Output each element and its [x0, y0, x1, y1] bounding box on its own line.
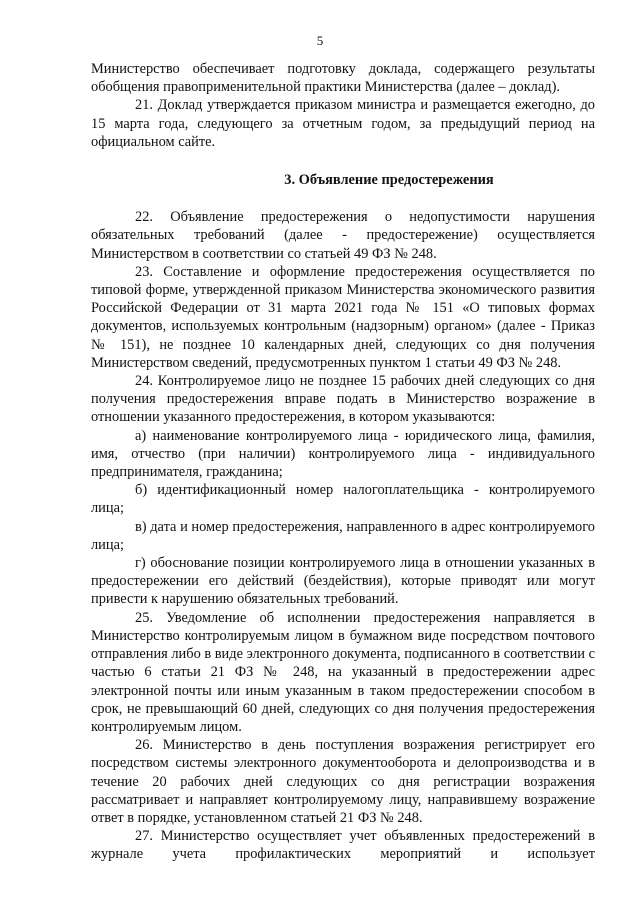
- paragraph-20-continuation: Министерство обеспечивает подготовку доклада, содержащего результаты обобщения правоприменительной практики Министерства (далее – доклад).: [91, 61, 595, 96]
- paragraph-24: 24. Контролируемое лицо не позднее 15 рабочих дней следующих со дня получения предостережения вправе подать в Министерство возражение в отношении указанного предостережения, в котором указываются:: [91, 373, 595, 426]
- paragraph-21: 21. Доклад утверждается приказом министра и размещается ежегодно, до 15 марта года, следующего за отчетным годом, за предыдущий период на официальном сайте.: [91, 97, 595, 150]
- paragraph-24-item-v: в) дата и номер предостережения, направленного в адрес контролируемого лица;: [91, 518, 595, 553]
- paragraph-23: 23. Составление и оформление предостережения осуществляется по типовой форме, утвержденной приказом Министерства экономического развития Российской Федерации от 31 марта 2021 года № 151 «О типовых формах документов, используемых контрольным (надзорным) органом» (далее - Приказ № 151), не позднее 10 календарных дней, следующих со дня получения Министерством сведений, предусмотренных пунктом 1 статьи 49 ФЗ № 248.: [91, 263, 595, 371]
- paragraph-27: 27. Министерство осуществляет учет объявленных предостережений в журнале учета профилактических мероприятий и использует: [91, 828, 595, 863]
- document-body: [91, 60, 595, 864]
- page-number: 5: [316, 33, 324, 48]
- paragraph-25: 25. Уведомление об исполнении предостережения направляется в Министерство контролируемым лицом в бумажном виде посредством почтового отправления либо в виде электронного документа, подписанного в соответствии с частью 6 статьи 21 ФЗ № 248, на указанный в предостережении адрес электронной почты или иным указанным в таком предостережении способом в срок, не превышающий 60 дней, следующих со дня получения предостережения контролируемым лицом.: [91, 609, 595, 735]
- section-heading: 3. Объявление предостережения: [284, 172, 494, 189]
- paragraph-22: 22. Объявление предостережения о недопустимости нарушения обязательных требований (далее - предостережение) осуществляется Министерством в соответствии со статьей 49 ФЗ № 248.: [91, 209, 595, 262]
- paragraph-26: 26. Министерство в день поступления возражения регистрирует его посредством системы электронного документооборота и делопроизводства и в течение 20 рабочих дней следующих со дня регистрации возражения рассматривает и направляет контролируемому лицу, направившему возражение ответ в порядке, установленном статьей 21 ФЗ № 248.: [91, 737, 595, 826]
- paragraph-24-item-g: г) обоснование позиции контролируемого лица в отношении указанных в предостережении его действий (бездействия), которые приводят или могут привести к нарушению обязательных требований.: [91, 555, 595, 608]
- paragraph-24-item-b: б) идентификационный номер налогоплательщика - контролируемого лица;: [91, 482, 595, 517]
- paragraph-24-item-a: а) наименование контролируемого лица - юридического лица, фамилия, имя, отчество (при наличии) контролируемого лица - индивидуального предпринимателя, гражданина;: [91, 427, 595, 481]
